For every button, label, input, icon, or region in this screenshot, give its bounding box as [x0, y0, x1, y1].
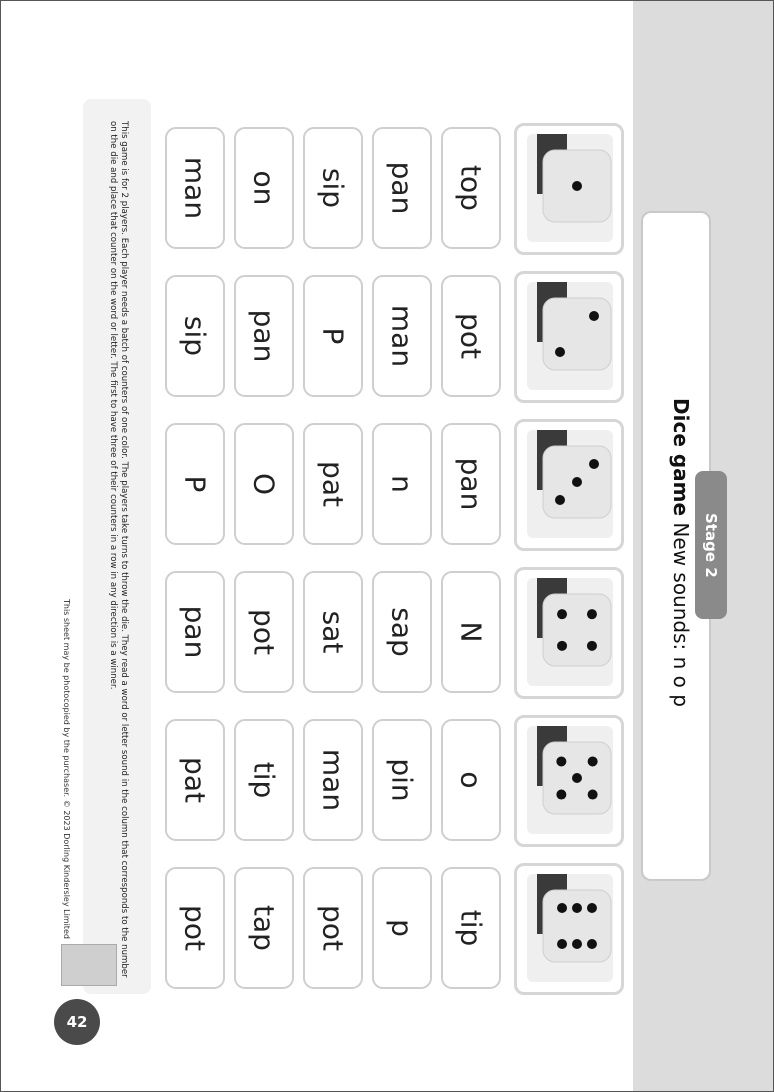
word-text: top: [454, 165, 488, 211]
die-pip: [588, 756, 598, 766]
die-pip: [588, 790, 598, 800]
sounds: n o p: [669, 656, 693, 707]
word-text: pan: [454, 457, 488, 511]
die-image: [521, 870, 617, 988]
word-card: [441, 867, 501, 989]
die-pip: [557, 939, 567, 949]
word-card: [441, 127, 501, 249]
die-image: [521, 130, 617, 248]
word-card: [303, 127, 363, 249]
word-card: [441, 571, 501, 693]
word-text: P: [178, 475, 212, 493]
book-cover-image: [61, 944, 117, 986]
word-card: [165, 275, 225, 397]
word-text: man: [316, 748, 350, 812]
die-image: [521, 426, 617, 544]
die-pip: [556, 756, 566, 766]
die-image: [521, 722, 617, 840]
word-card: [372, 127, 432, 249]
die-pip: [555, 347, 565, 357]
word-card: [303, 867, 363, 989]
die-pip: [572, 181, 582, 191]
word-text: tip: [454, 909, 488, 947]
word-card: [441, 719, 501, 841]
word-card: [303, 423, 363, 545]
die-pip: [557, 609, 567, 619]
word-text: sip: [178, 315, 212, 357]
die-pip: [572, 903, 582, 913]
word-text: sip: [316, 167, 350, 209]
die-pip: [572, 477, 582, 487]
die-face-icon: [514, 123, 624, 255]
die-face-icon: [514, 567, 624, 699]
word-text: pin: [385, 758, 419, 802]
word-card: [372, 423, 432, 545]
die-pip: [557, 903, 567, 913]
stage-label: Stage 2: [702, 513, 720, 578]
word-text: p: [385, 919, 419, 937]
die-face-icon: [514, 863, 624, 995]
die-face-icon: [514, 715, 624, 847]
title: Dice game: [669, 398, 693, 517]
die-face-icon: [514, 419, 624, 551]
word-text: N: [454, 621, 488, 643]
subtitle: New sounds:: [669, 522, 693, 651]
word-card: [303, 571, 363, 693]
word-card: [372, 275, 432, 397]
word-text: man: [385, 304, 419, 368]
word-text: n: [385, 475, 419, 493]
word-text: sat: [316, 610, 350, 654]
instructions: This game is for 2 players. Each player needs a batch of counters of one color. The players take turns to throw the die. They read a word or letter sound in the column that corresponds to the number on the die and place that counter on the word or letter. The first to have three of their counters in a row in any direction is a winner.: [108, 121, 129, 978]
die-pip: [556, 790, 566, 800]
word-card: [372, 867, 432, 989]
word-text: o: [454, 771, 488, 789]
die-pip: [572, 773, 582, 783]
die-pip: [587, 939, 597, 949]
word-text: pot: [316, 905, 350, 951]
word-text: pot: [247, 609, 281, 655]
word-card: [234, 719, 294, 841]
die-image: [521, 574, 617, 692]
word-text: pot: [178, 905, 212, 951]
word-card: [234, 423, 294, 545]
instructions-box: [83, 99, 151, 994]
word-card: [165, 571, 225, 693]
die-pip: [589, 459, 599, 469]
word-card: [441, 423, 501, 545]
die-pip: [587, 609, 597, 619]
word-text: tip: [247, 761, 281, 799]
die-pip: [589, 311, 599, 321]
word-card: [372, 571, 432, 693]
die-pip: [587, 903, 597, 913]
word-card: [165, 423, 225, 545]
word-card: [165, 127, 225, 249]
word-card: [441, 275, 501, 397]
die-pip: [557, 641, 567, 651]
word-text: on: [247, 170, 281, 206]
word-text: pan: [247, 309, 281, 363]
die-pip: [572, 939, 582, 949]
word-text: sap: [385, 607, 419, 657]
word-card: [234, 571, 294, 693]
page-number: 42: [66, 1013, 88, 1031]
die-face-icon: [514, 271, 624, 403]
word-text: P: [316, 327, 350, 345]
word-text: pan: [178, 605, 212, 659]
word-text: pat: [178, 757, 212, 803]
word-card: [234, 867, 294, 989]
word-card: [234, 127, 294, 249]
word-text: man: [178, 156, 212, 220]
word-card: [372, 719, 432, 841]
word-text: pan: [385, 161, 419, 215]
word-text: pot: [454, 313, 488, 359]
title-line: [667, 398, 695, 707]
stage-tab: [695, 471, 727, 619]
word-card: [234, 275, 294, 397]
die-image: [521, 278, 617, 396]
die-pip: [587, 641, 597, 651]
die-pip: [555, 495, 565, 505]
word-card: [303, 275, 363, 397]
word-text: tap: [247, 905, 281, 951]
word-text: pat: [316, 461, 350, 507]
word-card: [165, 719, 225, 841]
footer-copyright: This sheet may be photocopied by the purchaser. © 2023 Dorling Kindersley Limited: [62, 599, 71, 939]
word-card: [303, 719, 363, 841]
page-number-badge: [54, 999, 100, 1045]
word-card: [165, 867, 225, 989]
word-text: O: [247, 472, 281, 496]
